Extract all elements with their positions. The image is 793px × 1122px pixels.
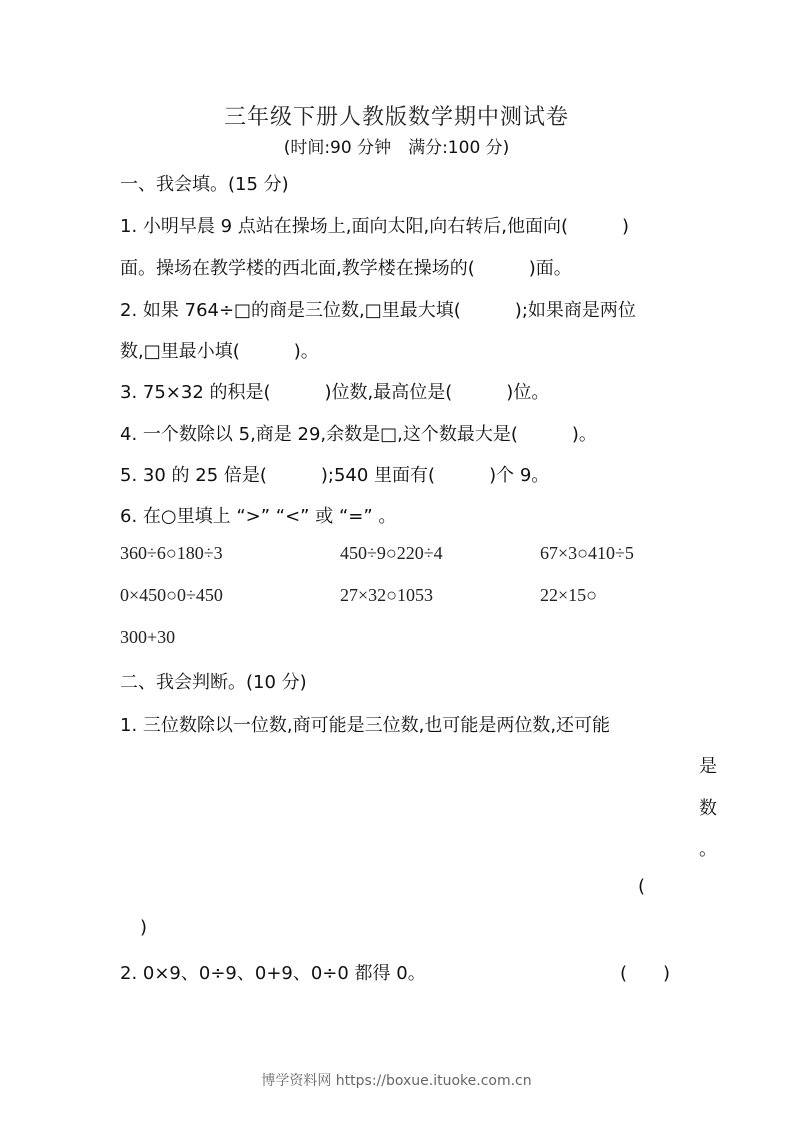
question-2-line-2: 数,□里最小填( )。 (120, 341, 319, 362)
question-2-line-1: 2. 如果 764÷□的商是三位数,□里最大填( );如果商是两位 (120, 300, 636, 321)
judge-question-2: 2. 0×9、0÷9、0+9、0÷0 都得 0。 (120, 963, 426, 984)
comparison-2-1: 0×450○0÷450 (120, 585, 223, 605)
footer-watermark: 博学资料网 https://boxue.ituoke.com.cn (261, 1073, 532, 1089)
question-1-line-1: 1. 小明早晨 9 点站在操场上,面向太阳,向右转后,他面向( ) (120, 216, 629, 237)
question-4: 4. 一个数除以 5,商是 29,余数是□,这个数最大是( )。 (120, 424, 597, 445)
judge-question-1-char-3: 。 (699, 839, 717, 860)
judge-question-1-open-paren: ( (638, 876, 646, 897)
section-2-heading: 二、我会判断。(10 分) (120, 672, 307, 693)
comparison-1-1: 360÷6○180÷3 (120, 543, 223, 563)
question-5: 5. 30 的 25 倍是( );540 里面有( )个 9。 (120, 465, 550, 486)
question-6: 6. 在○里填上 “>” “<” 或 “=” 。 (120, 506, 397, 527)
document-title: 三年级下册人教版数学期中测试卷 (223, 105, 569, 130)
judge-question-1-char-1: 是 (699, 756, 717, 777)
comparison-2-3: 22×15○ (540, 585, 598, 605)
judge-question-1: 1. 三位数除以一位数,商可能是三位数,也可能是两位数,还可能 (120, 715, 611, 736)
document-subtitle: (时间:90 分钟 满分:100 分) (283, 138, 510, 158)
judge-question-1-close-paren[interactable]: ) (140, 917, 148, 938)
question-3: 3. 75×32 的积是( )位数,最高位是( )位。 (120, 382, 550, 403)
section-1-heading: 一、我会填。(15 分) (120, 174, 289, 195)
comparison-1-2: 450÷9○220÷4 (340, 543, 443, 563)
comparison-2-2: 27×32○1053 (340, 585, 434, 605)
question-1-line-2: 面。操场在教学楼的西北面,教学楼在操场的( )面。 (120, 258, 572, 279)
judge-question-1-char-2: 数 (699, 798, 717, 819)
judge-question-2-answer[interactable]: ( ) (620, 963, 671, 984)
comparison-1-3: 67×3○410÷5 (540, 543, 634, 563)
comparison-3-1: 300+30 (120, 627, 176, 647)
